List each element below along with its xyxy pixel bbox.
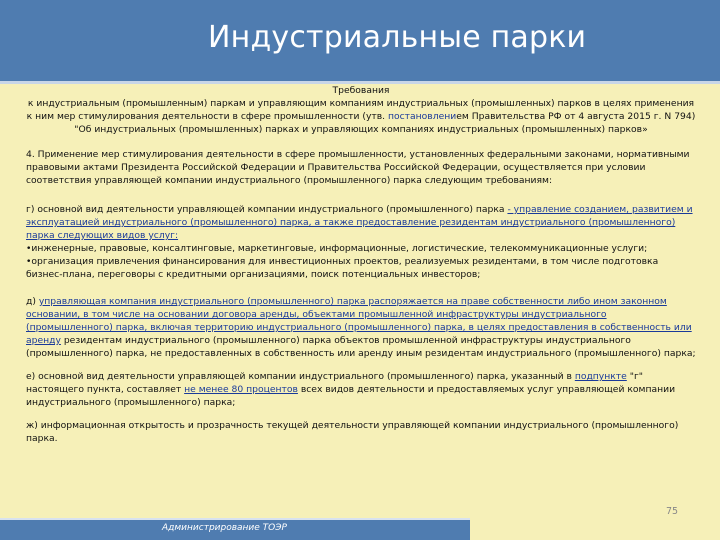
source-prefix: (утв. xyxy=(362,111,386,122)
item-g-bullet-2: •организация привлечения финансирования для инвестиционных проектов, реализуемых резидентами, в том числе подготовка бизнес-плана, переговоры с кредитными организациями, поиск потенциальных инвесторов; xyxy=(26,256,659,280)
item-e-rest: всех видов деятельности и предоставляемых услуг управляющей компании индустриального (промышленного) парка; xyxy=(26,384,676,408)
item-zh: ж) информационная открытость и прозрачность текущей деятельности управляющей компании индустриального (промышленного) парка. xyxy=(26,420,679,444)
item-g-text: г) основной вид деятельности управляющей компании индустриального (промышленного) парка xyxy=(26,204,508,215)
item-d-underlined: управляющая компания индустриального (промышленного) парка распоряжается на праве собственности либо ином законном основании, в том числе на основании договора аренды, объектами промышленной инфраструктуры индустриального (промышленного) парка, включая территорию индустриального (промышленного) парка, в целях предоставления в собственность или аренду xyxy=(26,296,692,346)
footer-bar xyxy=(0,518,470,540)
item-e xyxy=(26,370,696,409)
subpoint-link[interactable]: подпункте xyxy=(574,371,627,382)
requirements-subtitle: к индустриальным (промышленным) паркам и управляющим компаниям индустриальных (промышленных) парков в целях применения к ним мер стимулирования деятельности в сфере промышленности xyxy=(26,98,695,122)
footer-text: Администрирование ТОЭР xyxy=(162,523,287,533)
item-d-rest: резидентам индустриального (промышленного) парка объектов промышленной инфраструктуры индустриального (промышленного) парка, не предоставленных в собственность или аренду иным резидентам индустриального (промышленного) парка; xyxy=(26,335,696,359)
page-title: Индустриальные парки xyxy=(208,20,587,55)
item-g-bullet-1: •инженерные, правовые, консалтинговые, маркетинговые, информационные, логистические, телекоммуникационные услуги; xyxy=(26,243,648,254)
paragraph-4: 4. Применение мер стимулирования деятельности в сфере промышленности, установленных федеральными законами, нормативными правовыми актами Президента Российской Федерации и Правительства Российской Федерации, осуществляется при условии соответствия управляющей компании индустриального (промышленного) парка следующим требованиям: xyxy=(26,149,690,186)
item-e-underlined: не менее 80 процентов xyxy=(184,384,298,395)
title-bar xyxy=(0,0,720,84)
item-g-underlined: - управление созданием, развитием и эксплуатацией индустриального (промышленного) парка, а также предоставление резидентам индустриального (промышленного) парка следующих видов услуг: xyxy=(26,204,693,241)
page-number: 75 xyxy=(666,506,679,517)
item-d-prefix: д) xyxy=(26,296,39,307)
source-rest: ем Правительства РФ от 4 августа 2015 г. N 794) "Об индустриальных (промышленных) парках и управляющих компаниях индустриальных (промышленных) парков» xyxy=(74,111,696,135)
item-d xyxy=(26,295,696,360)
document-body xyxy=(26,84,696,445)
item-e-middle: "г" настоящего пункта, составляет xyxy=(26,371,644,395)
item-g xyxy=(26,203,696,281)
resolution-link[interactable]: постановлени xyxy=(388,111,457,122)
item-e-prefix: е) основной вид деятельности управляющей компании индустриального (промышленного) парка, указанный в xyxy=(26,371,575,382)
requirements-heading: Требования xyxy=(332,85,390,96)
requirements-heading-block xyxy=(26,84,696,136)
